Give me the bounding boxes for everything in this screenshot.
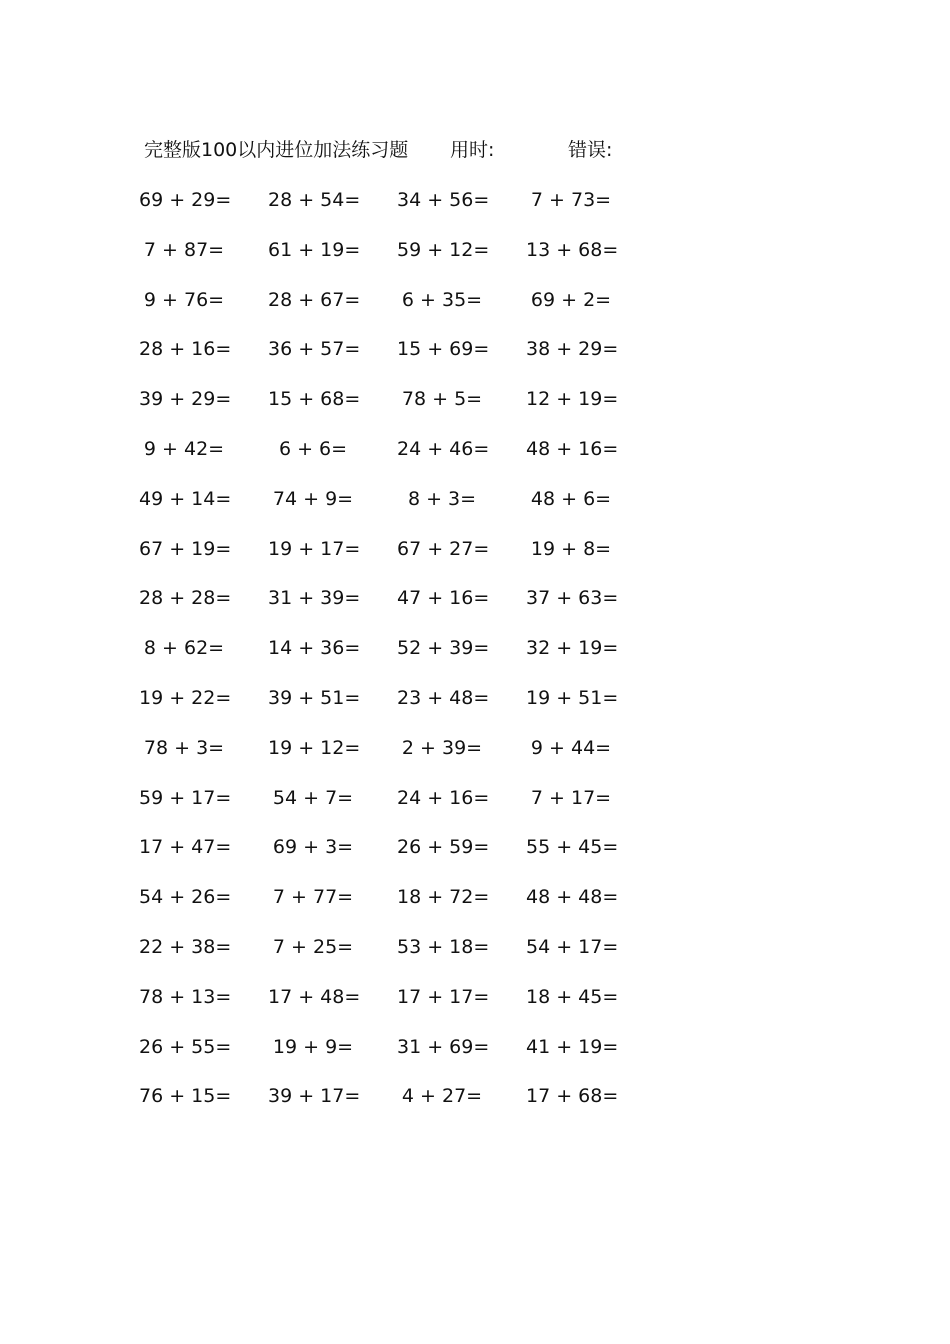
addition-problem: 69 + 3= — [272, 836, 354, 859]
addition-problem: 37 + 63= — [526, 587, 619, 610]
addition-problem: 17 + 47= — [139, 836, 232, 859]
addition-problem: 52 + 39= — [397, 637, 490, 660]
addition-problem: 31 + 39= — [268, 587, 361, 610]
addition-problem: 15 + 68= — [268, 388, 361, 411]
addition-problem: 53 + 18= — [397, 935, 490, 958]
addition-problem: 78 + 5= — [401, 388, 483, 411]
addition-problem: 17 + 68= — [526, 1085, 619, 1108]
addition-problem: 28 + 67= — [268, 288, 361, 311]
addition-problem: 24 + 46= — [397, 437, 490, 460]
addition-problem: 74 + 9= — [272, 487, 354, 510]
addition-problem: 39 + 29= — [139, 388, 232, 411]
time-used-label: 用时: — [450, 139, 495, 161]
addition-problem: 28 + 54= — [268, 189, 361, 211]
addition-problem: 19 + 9= — [272, 1035, 354, 1058]
addition-problem: 26 + 55= — [139, 1035, 232, 1058]
addition-problem: 47 + 16= — [397, 587, 490, 610]
problem-row — [0, 833, 950, 883]
addition-problem: 36 + 57= — [268, 338, 361, 361]
addition-problem: 39 + 51= — [268, 686, 361, 709]
addition-problem: 61 + 19= — [268, 238, 361, 261]
problem-row — [0, 385, 950, 435]
addition-problem: 48 + 6= — [530, 487, 612, 510]
addition-problem: 41 + 19= — [526, 1035, 619, 1058]
problem-grid — [0, 186, 950, 1132]
addition-problem: 19 + 51= — [526, 686, 619, 709]
addition-problem: 32 + 19= — [526, 637, 619, 660]
addition-problem: 7 + 25= — [272, 935, 354, 958]
errors-label: 错误: — [568, 139, 613, 161]
addition-problem: 12 + 19= — [526, 388, 619, 411]
addition-problem: 28 + 28= — [139, 587, 232, 610]
addition-problem: 39 + 17= — [268, 1085, 361, 1108]
addition-problem: 49 + 14= — [139, 487, 232, 510]
worksheet-title: 完整版100以内进位加法练习题 — [144, 139, 409, 161]
problem-row — [0, 335, 950, 385]
addition-problem: 8 + 3= — [407, 487, 477, 510]
addition-problem: 67 + 19= — [139, 537, 232, 560]
problem-row — [0, 983, 950, 1033]
problem-row — [0, 286, 950, 336]
addition-problem: 24 + 16= — [397, 786, 490, 809]
problem-row — [0, 684, 950, 734]
addition-problem: 59 + 12= — [397, 238, 490, 261]
problem-row — [0, 1082, 950, 1132]
addition-problem: 9 + 42= — [143, 437, 225, 460]
addition-problem: 55 + 45= — [526, 836, 619, 859]
addition-problem: 8 + 62= — [143, 637, 225, 660]
addition-problem: 19 + 8= — [530, 537, 612, 560]
problem-row — [0, 1033, 950, 1083]
addition-problem: 7 + 73= — [530, 189, 612, 211]
problem-row — [0, 883, 950, 933]
addition-problem: 7 + 87= — [143, 238, 225, 261]
addition-problem: 15 + 69= — [397, 338, 490, 361]
problem-row — [0, 634, 950, 684]
addition-problem: 17 + 48= — [268, 985, 361, 1008]
addition-problem: 14 + 36= — [268, 637, 361, 660]
problem-row — [0, 784, 950, 834]
addition-problem: 54 + 7= — [272, 786, 354, 809]
problem-row — [0, 435, 950, 485]
addition-problem: 2 + 39= — [401, 736, 483, 759]
addition-problem: 19 + 12= — [268, 736, 361, 759]
problem-row — [0, 236, 950, 286]
problem-row — [0, 933, 950, 983]
problem-row — [0, 535, 950, 585]
addition-problem: 17 + 17= — [397, 985, 490, 1008]
addition-problem: 59 + 17= — [139, 786, 232, 809]
problem-row — [0, 734, 950, 784]
addition-problem: 6 + 6= — [278, 437, 348, 460]
addition-problem: 69 + 2= — [530, 288, 612, 311]
addition-problem: 18 + 45= — [526, 985, 619, 1008]
problem-row — [0, 186, 950, 236]
addition-problem: 54 + 26= — [139, 886, 232, 909]
addition-problem: 19 + 22= — [139, 686, 232, 709]
addition-problem: 78 + 3= — [143, 736, 225, 759]
addition-problem: 18 + 72= — [397, 886, 490, 909]
addition-problem: 9 + 44= — [530, 736, 612, 759]
addition-problem: 38 + 29= — [526, 338, 619, 361]
addition-problem: 13 + 68= — [526, 238, 619, 261]
problem-row — [0, 485, 950, 535]
addition-problem: 26 + 59= — [397, 836, 490, 859]
addition-problem: 67 + 27= — [397, 537, 490, 560]
addition-problem: 54 + 17= — [526, 935, 619, 958]
addition-problem: 7 + 77= — [272, 886, 354, 909]
addition-problem: 19 + 17= — [268, 537, 361, 560]
addition-problem: 22 + 38= — [139, 935, 232, 958]
addition-problem: 69 + 29= — [139, 189, 232, 211]
addition-problem: 78 + 13= — [139, 985, 232, 1008]
problem-row — [0, 584, 950, 634]
addition-problem: 31 + 69= — [397, 1035, 490, 1058]
addition-problem: 9 + 76= — [143, 288, 225, 311]
addition-problem: 7 + 17= — [530, 786, 612, 809]
addition-problem: 6 + 35= — [401, 288, 483, 311]
addition-problem: 34 + 56= — [397, 189, 490, 211]
addition-problem: 23 + 48= — [397, 686, 490, 709]
addition-problem: 4 + 27= — [401, 1085, 483, 1108]
addition-problem: 48 + 16= — [526, 437, 619, 460]
addition-problem: 48 + 48= — [526, 886, 619, 909]
addition-problem: 76 + 15= — [139, 1085, 232, 1108]
addition-problem: 28 + 16= — [139, 338, 232, 361]
